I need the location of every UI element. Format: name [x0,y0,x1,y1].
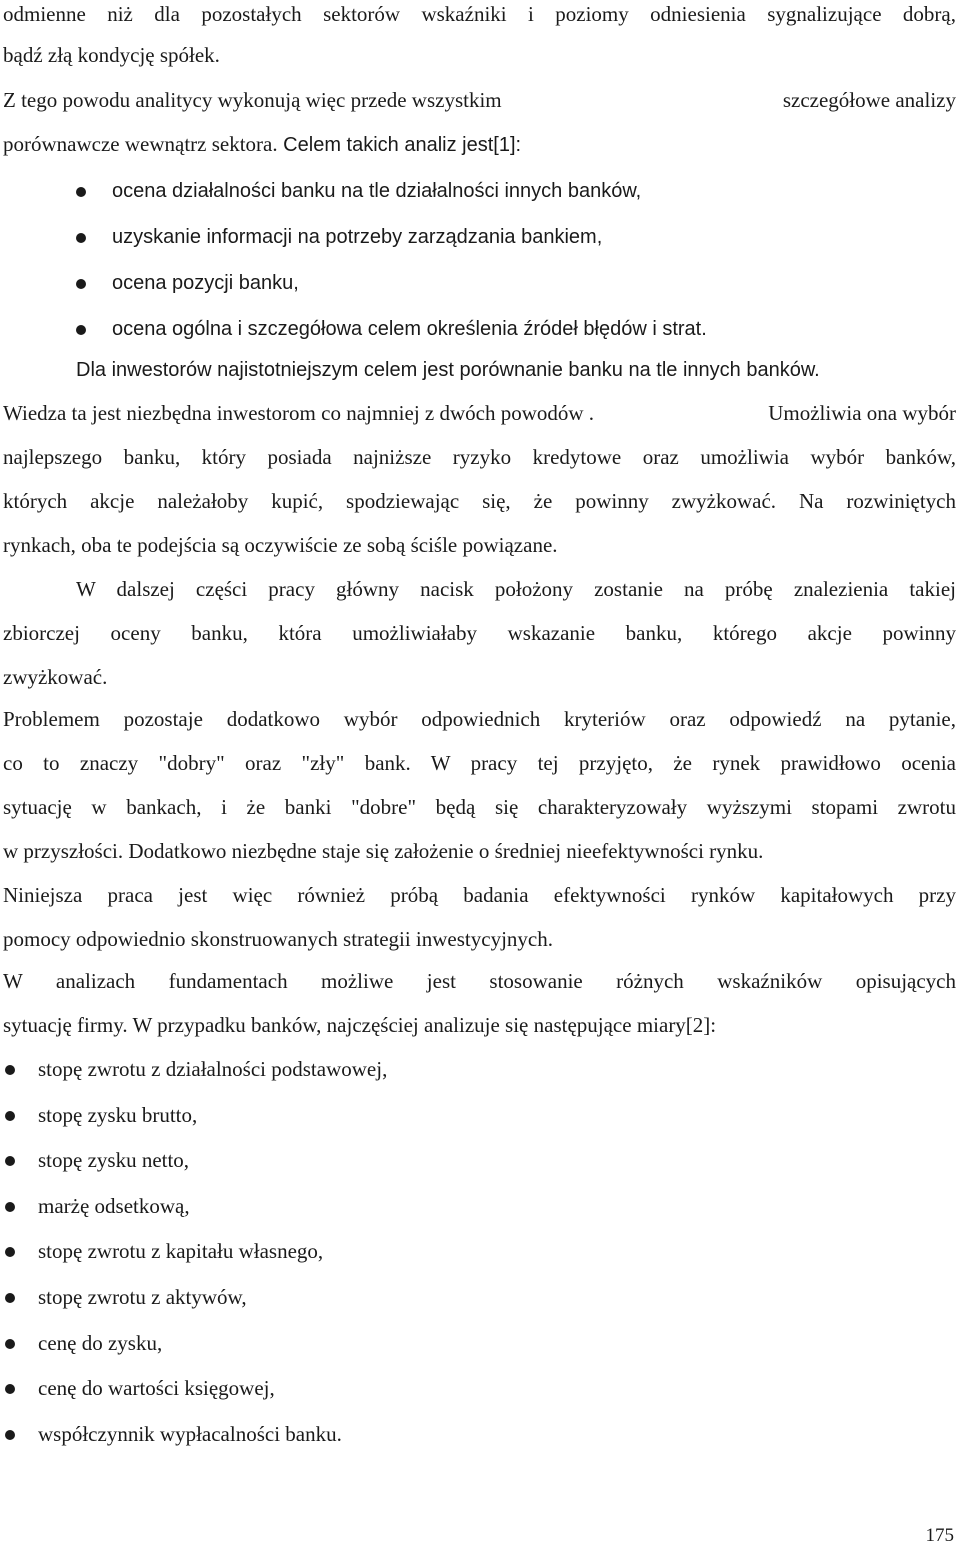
list-item: stopę zysku brutto, [38,1102,198,1127]
bullet-icon [5,1111,15,1121]
paragraph-line: zwyżkować. [3,665,108,689]
list-item: stopę zwrotu z działalności podstawowej, [38,1057,388,1081]
paragraph-line: rynkach, oba te podejścia są oczywiście ze sobą ściśle powiązane. [3,533,558,557]
bullet-icon [76,279,86,289]
paragraph-line: najlepszego banku, który posiada najniższe ryzyko kredytowe oraz umożliwia wybór banków, [3,445,956,469]
bullet-icon [5,1202,15,1212]
paragraph-line: bądź złą kondycję spółek. [3,43,220,67]
paragraph-line: w przyszłości. Dodatkowo niezbędne staje się założenie o średniej nieefektywności rynku. [3,839,764,863]
text-run: Celem takich analiz jest[1]: [277,134,522,156]
list-item: cenę do zysku, [38,1330,163,1355]
bullet-icon [5,1384,15,1394]
bullet-icon [5,1156,15,1166]
bullet-icon [5,1247,15,1257]
page-number: 175 [925,1525,954,1546]
text-run: szczegółowe analizy [782,88,956,112]
paragraph-line [3,399,956,428]
paragraph-line: Niniejsza praca jest więc również próbą badania efektywności rynków kapitałowych przy [3,883,956,907]
text-run: Wiedza ta jest niezbędna inwestorom co najmniej z dwóch powodów . [3,401,595,425]
list-item: stopę zwrotu z aktywów, [38,1285,247,1309]
paragraph-line: W dalszej części pracy główny nacisk położony zostanie na próbę znalezienia takiej [76,577,956,601]
list-item: ocena ogólna i szczegółowa celem określenia źródeł błędów i strat. [112,318,707,340]
bullet-icon [5,1065,15,1075]
list-item: stopę zysku netto, [38,1148,190,1173]
bullet-icon [76,187,86,197]
paragraph-line: Dla inwestorów najistotniejszym celem jest porównanie banku na tle innych banków. [76,359,820,381]
paragraph-line: odmienne niż dla pozostałych sektorów wskaźniki i poziomy odniesienia sygnalizujące dobrą, [3,2,956,26]
bullet-icon [76,233,86,243]
paragraph-line [3,86,956,114]
bullet-icon [76,325,86,335]
list-item: współczynnik wypłacalności banku. [38,1421,342,1446]
text-run: porównawcze wewnątrz sektora. [3,132,278,156]
paragraph-line: sytuację firmy. W przypadku banków, najczęściej analizuje się następujące miary[2]: [3,1013,717,1037]
bullet-icon [5,1430,15,1440]
paragraph-line: pomocy odpowiednio skonstruowanych strategii inwestycyjnych. [3,927,553,951]
paragraph-line: których akcje należałoby kupić, spodziewając się, że powinny zwyżkować. Na rozwiniętych [3,489,956,513]
paragraph-line: Problemem pozostaje dodatkowo wybór odpowiednich kryteriów oraz odpowiedź na pytanie, [3,707,956,731]
paragraph-line [3,130,956,159]
text-run: Umożliwia ona wybór [768,401,956,425]
paragraph-line: sytuację w bankach, i że banki "dobre" będą się charakteryzowały wyższymi stopami zwrotu [3,795,956,819]
list-item: uzyskanie informacji na potrzeby zarządzania bankiem, [112,226,603,248]
paragraph-line: co to znaczy "dobry" oraz "zły" bank. W pracy tej przyjęto, że rynek prawidłowo ocenia [3,751,956,775]
paragraph-line: zbiorczej oceny banku, która umożliwiałaby wskazanie banku, którego akcje powinny [3,621,956,645]
bullet-icon [5,1339,15,1349]
list-item: cenę do wartości księgowej, [38,1376,275,1401]
list-item: ocena działalności banku na tle działalności innych banków, [112,180,642,202]
bullet-icon [5,1293,15,1303]
paragraph-line: W analizach fundamentach możliwe jest stosowanie różnych wskaźników opisujących [3,969,956,993]
list-item: marżę odsetkową, [38,1193,190,1218]
text-run: Z tego powodu analitycy wykonują więc przede wszystkim [3,88,502,112]
list-item: stopę zwrotu z kapitału własnego, [38,1239,324,1264]
list-item: ocena pozycji banku, [112,272,299,294]
